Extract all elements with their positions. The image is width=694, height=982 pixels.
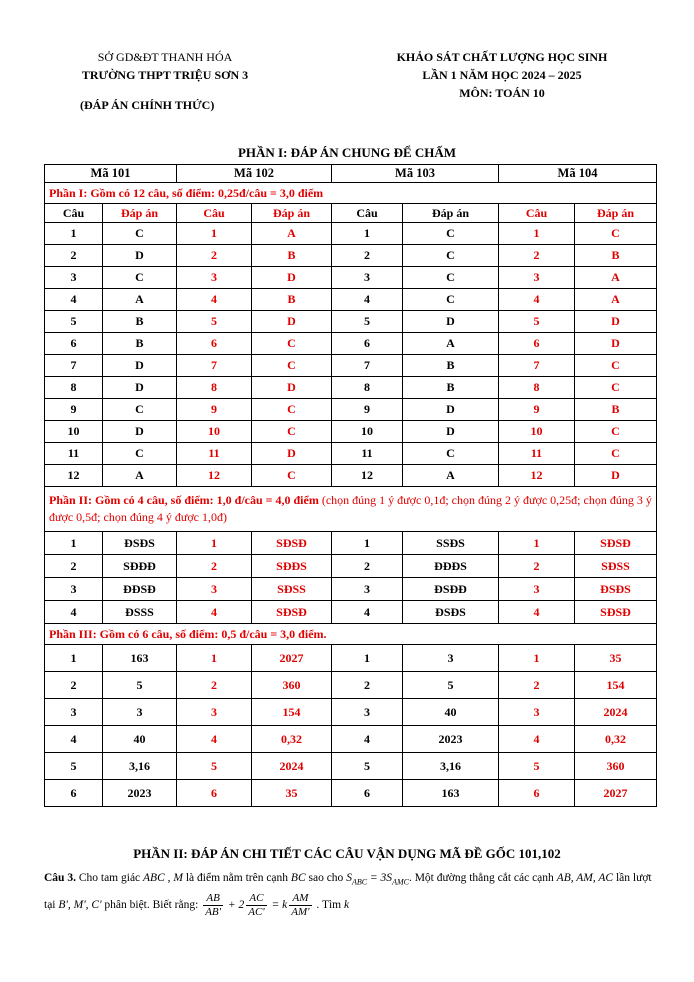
school-name: TRƯỜNG THPT TRIỆU SƠN 3 — [81, 68, 249, 82]
question-number: 1 — [177, 532, 252, 555]
answer-cell: A — [575, 267, 657, 289]
question-number: 3 — [499, 578, 575, 601]
q-math: = k — [268, 899, 288, 912]
question-number: 4 — [332, 289, 403, 311]
part1-row — [45, 311, 657, 333]
question-number: 6 — [332, 333, 403, 355]
q-math: AC — [246, 892, 266, 906]
answer-cell: D — [575, 465, 657, 487]
answer-cell: 154 — [575, 672, 657, 699]
question-number: 3 — [499, 699, 575, 726]
answer-cell: 3,16 — [103, 753, 177, 780]
col-a: Đáp án — [252, 204, 332, 223]
subject: MÔN: TOÁN 10 — [459, 86, 545, 100]
part1-row — [45, 223, 657, 245]
question-number: 6 — [499, 333, 575, 355]
part2-banner — [45, 487, 657, 532]
part2-row — [45, 532, 657, 555]
answer-cell: B — [403, 377, 499, 399]
answer-cell: SĐSS — [575, 555, 657, 578]
question-number: 4 — [499, 601, 575, 624]
answer-cell: D — [403, 311, 499, 333]
answer-cell: 2027 — [252, 645, 332, 672]
q-math: ABC — [143, 872, 165, 884]
part2-row — [45, 578, 657, 601]
question-number: 6 — [45, 333, 103, 355]
answer-cell: 5 — [103, 672, 177, 699]
answer-cell: C — [252, 333, 332, 355]
question-number: 1 — [499, 645, 575, 672]
question-number: 5 — [499, 753, 575, 780]
col-a: Đáp án — [403, 204, 499, 223]
answer-cell: C — [252, 399, 332, 421]
question-number: 1 — [177, 223, 252, 245]
question-number: 9 — [177, 399, 252, 421]
answer-cell: 2023 — [403, 726, 499, 753]
answer-cell: 2023 — [103, 780, 177, 807]
part3-banner-row — [45, 624, 657, 645]
question-number: 2 — [332, 555, 403, 578]
answer-cell: 3,16 — [403, 753, 499, 780]
q-math: + 2 — [224, 899, 245, 912]
answer-cell: D — [103, 355, 177, 377]
question-number: 11 — [332, 443, 403, 465]
header-left — [40, 48, 290, 84]
answer-cell: D — [103, 421, 177, 443]
answer-cell: SĐSĐ — [575, 601, 657, 624]
question-number: 4 — [499, 289, 575, 311]
answer-cell: ĐĐĐS — [403, 555, 499, 578]
question-number: 12 — [177, 465, 252, 487]
answer-cell: 154 — [252, 699, 332, 726]
part1-row — [45, 443, 657, 465]
question-number: 8 — [45, 377, 103, 399]
answer-cell: 40 — [403, 699, 499, 726]
answer-cell: C — [403, 443, 499, 465]
code-102: Mã 102 — [177, 165, 332, 183]
col-a: Đáp án — [575, 204, 657, 223]
question-number: 1 — [332, 645, 403, 672]
header-right — [352, 48, 652, 102]
question-number: 3 — [332, 699, 403, 726]
answer-cell: C — [252, 421, 332, 443]
answer-cell: D — [103, 245, 177, 267]
answer-cell: D — [403, 399, 499, 421]
part1-column-header — [45, 204, 657, 223]
question-number: 6 — [45, 780, 103, 807]
question-number: 9 — [332, 399, 403, 421]
question-number: 10 — [332, 421, 403, 443]
answer-cell: C — [252, 465, 332, 487]
answer-cell: C — [575, 223, 657, 245]
question-number: 2 — [45, 672, 103, 699]
part3-banner: Phần III: Gồm có 6 câu, số điểm: 0,5 đ/câu = 3,0 điểm. — [45, 624, 657, 645]
col-q: Câu — [332, 204, 403, 223]
answer-cell: ĐSSS — [103, 601, 177, 624]
answer-cell: 35 — [575, 645, 657, 672]
question-number: 4 — [45, 289, 103, 311]
part3-row — [45, 780, 657, 807]
answer-cell: ĐSĐĐ — [403, 578, 499, 601]
answer-cell: B — [103, 333, 177, 355]
answer-cell: C — [403, 289, 499, 311]
question-number: 6 — [499, 780, 575, 807]
question-number: 6 — [177, 780, 252, 807]
question-number: 2 — [177, 672, 252, 699]
answer-cell: D — [252, 267, 332, 289]
fraction — [289, 892, 311, 919]
part2-banner-title: Phần II: Gồm có 4 câu, số điểm: 1,0 đ/câu = 4,0 điểm — [49, 493, 319, 507]
q-text: . Một đường thẳng cắt các cạnh — [408, 872, 557, 884]
official-label: (ĐÁP ÁN CHÍNH THỨC) — [80, 98, 215, 112]
question-number: 7 — [177, 355, 252, 377]
answer-cell: SĐSĐ — [575, 532, 657, 555]
answer-cell: B — [403, 355, 499, 377]
answer-cell: B — [252, 289, 332, 311]
question-number: 3 — [332, 578, 403, 601]
answer-cell: D — [575, 333, 657, 355]
question-number: 2 — [177, 245, 252, 267]
code-103: Mã 103 — [332, 165, 499, 183]
answer-cell: A — [403, 465, 499, 487]
answer-cell: 0,32 — [575, 726, 657, 753]
code-101: Mã 101 — [45, 165, 177, 183]
answer-cell: A — [103, 465, 177, 487]
question-number: 9 — [499, 399, 575, 421]
q-text: phân biệt. Biết rằng: — [101, 899, 202, 912]
q-text: là điểm nằm trên cạnh — [182, 872, 291, 884]
question-number: 11 — [177, 443, 252, 465]
question-number: 2 — [177, 555, 252, 578]
question-number: 5 — [332, 311, 403, 333]
answer-cell: 5 — [403, 672, 499, 699]
part1-row — [45, 333, 657, 355]
part1-banner: Phần I: Gồm có 12 câu, số điểm: 0,25đ/câu = 3,0 điểm — [45, 183, 657, 204]
answer-cell: C — [103, 443, 177, 465]
question-number: 6 — [177, 333, 252, 355]
question-number: 1 — [45, 532, 103, 555]
answer-cell: SĐĐS — [252, 555, 332, 578]
question-number: 5 — [499, 311, 575, 333]
code-row — [45, 165, 657, 183]
question-number: 4 — [177, 726, 252, 753]
question-number: 2 — [45, 555, 103, 578]
part2-banner-note: (chọn đúng 1 ý được 0,1đ; chọn đúng 2 ý được 0,25đ; chọn đúng 3 ý được 0,5đ; chọn đúng 4 ý được 1,0đ) — [49, 493, 652, 524]
question-number: 4 — [177, 289, 252, 311]
q-text: . Tìm — [313, 899, 345, 912]
col-q: Câu — [499, 204, 575, 223]
part3-row — [45, 645, 657, 672]
section1-title: PHẦN I: ĐÁP ÁN CHUNG ĐỂ CHẤM — [237, 145, 457, 160]
answer-cell: SĐSĐ — [252, 532, 332, 555]
q-math: ABC — [351, 877, 368, 887]
question-number: 8 — [177, 377, 252, 399]
answer-table — [44, 164, 657, 807]
part1-row — [45, 289, 657, 311]
answer-cell: B — [575, 399, 657, 421]
answer-cell: C — [252, 355, 332, 377]
answer-cell: D — [252, 443, 332, 465]
answer-cell: 2024 — [252, 753, 332, 780]
question-number: 5 — [45, 753, 103, 780]
q-math: AM — [289, 892, 311, 906]
question-number: 4 — [177, 601, 252, 624]
answer-cell: C — [403, 223, 499, 245]
col-q: Câu — [45, 204, 103, 223]
part3-row — [45, 699, 657, 726]
part1-banner-row — [45, 183, 657, 204]
answer-cell: ĐĐSĐ — [103, 578, 177, 601]
question-number: 3 — [177, 267, 252, 289]
answer-cell: A — [252, 223, 332, 245]
question-number: 4 — [332, 601, 403, 624]
q-math: AB — [203, 892, 223, 906]
q-text: lần lượt tại — [44, 872, 652, 912]
question-3 — [44, 868, 664, 919]
answer-cell: C — [403, 267, 499, 289]
answer-cell: 3 — [103, 699, 177, 726]
question-number: 12 — [332, 465, 403, 487]
question-number: 1 — [332, 223, 403, 245]
q-math: S — [346, 872, 352, 884]
question-number: 6 — [332, 780, 403, 807]
answer-cell: C — [575, 355, 657, 377]
question-number: 8 — [332, 377, 403, 399]
answer-cell: A — [403, 333, 499, 355]
answer-cell: 360 — [252, 672, 332, 699]
q-text: Cho tam giác — [75, 872, 144, 884]
question-number: 11 — [499, 443, 575, 465]
q-math: AB, AM, AC — [556, 872, 614, 884]
question-label: Câu 3. — [44, 872, 76, 884]
answer-cell: D — [103, 377, 177, 399]
answer-cell: D — [403, 421, 499, 443]
q-math: = 3S — [367, 872, 393, 884]
question-number: 7 — [332, 355, 403, 377]
question-number: 3 — [177, 578, 252, 601]
part1-row — [45, 421, 657, 443]
question-number: 1 — [499, 532, 575, 555]
part1-row — [45, 377, 657, 399]
answer-cell: 35 — [252, 780, 332, 807]
answer-cell: 3 — [403, 645, 499, 672]
question-number: 12 — [45, 465, 103, 487]
answer-cell: B — [103, 311, 177, 333]
answer-cell: B — [252, 245, 332, 267]
question-number: 5 — [45, 311, 103, 333]
q-math: AB' — [205, 906, 221, 919]
question-number: 9 — [45, 399, 103, 421]
part1-row — [45, 399, 657, 421]
answer-cell: 163 — [403, 780, 499, 807]
part3-row — [45, 726, 657, 753]
question-number: 4 — [45, 601, 103, 624]
exam-round: LẦN 1 NĂM HỌC 2024 – 2025 — [422, 68, 582, 82]
col-q: Câu — [177, 204, 252, 223]
question-number: 3 — [332, 267, 403, 289]
answer-cell: SSĐS — [403, 532, 499, 555]
part3-row — [45, 672, 657, 699]
q-math: AM' — [291, 906, 310, 919]
part2-banner-row — [45, 487, 657, 532]
code-104: Mã 104 — [499, 165, 657, 183]
question-number: 5 — [177, 753, 252, 780]
answer-cell: C — [103, 223, 177, 245]
question-number: 2 — [499, 672, 575, 699]
answer-cell: C — [575, 377, 657, 399]
part1-row — [45, 355, 657, 377]
q-math: AMC — [392, 877, 409, 887]
part2-row — [45, 555, 657, 578]
q-math: M — [173, 872, 183, 884]
answer-cell: D — [575, 311, 657, 333]
part3-row — [45, 753, 657, 780]
question-number: 5 — [177, 311, 252, 333]
answer-cell: 2027 — [575, 780, 657, 807]
question-number: 2 — [332, 245, 403, 267]
answer-cell: ĐSĐS — [103, 532, 177, 555]
answer-cell: 40 — [103, 726, 177, 753]
question-number: 1 — [45, 223, 103, 245]
part1-row — [45, 245, 657, 267]
question-number: 1 — [332, 532, 403, 555]
question-number: 3 — [499, 267, 575, 289]
question-number: 2 — [45, 245, 103, 267]
answer-cell: ĐSĐS — [403, 601, 499, 624]
section2-title: PHẦN II: ĐÁP ÁN CHI TIẾT CÁC CÂU VẬN DỤNG MÃ ĐỀ GỐC 101,102 — [133, 846, 561, 861]
answer-cell: ĐSĐS — [575, 578, 657, 601]
answer-cell: C — [403, 245, 499, 267]
question-number: 8 — [499, 377, 575, 399]
question-number: 1 — [499, 223, 575, 245]
question-number: 7 — [499, 355, 575, 377]
answer-cell: C — [575, 421, 657, 443]
answer-cell: D — [252, 311, 332, 333]
question-number: 7 — [45, 355, 103, 377]
answer-cell: 360 — [575, 753, 657, 780]
answer-cell: C — [103, 267, 177, 289]
question-number: 3 — [177, 699, 252, 726]
area-condition — [346, 872, 409, 887]
part1-row — [45, 267, 657, 289]
question-number: 10 — [177, 421, 252, 443]
answer-cell: C — [575, 443, 657, 465]
exam-title: KHẢO SÁT CHẤT LƯỢNG HỌC SINH — [396, 50, 608, 64]
answer-cell: 0,32 — [252, 726, 332, 753]
question-number: 2 — [332, 672, 403, 699]
answer-cell: SĐĐĐ — [103, 555, 177, 578]
question-number: 4 — [45, 726, 103, 753]
question-number: 2 — [499, 555, 575, 578]
question-number: 3 — [45, 267, 103, 289]
answer-cell: A — [575, 289, 657, 311]
question-number: 4 — [499, 726, 575, 753]
question-number: 11 — [45, 443, 103, 465]
question-number: 4 — [332, 726, 403, 753]
question-number: 10 — [45, 421, 103, 443]
fraction — [246, 892, 266, 919]
answer-cell: B — [575, 245, 657, 267]
q-math: k — [344, 899, 350, 912]
answer-cell: SĐSĐ — [252, 601, 332, 624]
question-number: 3 — [45, 578, 103, 601]
question-number: 1 — [177, 645, 252, 672]
q-math: AC' — [248, 906, 265, 919]
question-number: 2 — [499, 245, 575, 267]
part2-row — [45, 601, 657, 624]
q-text: , — [164, 872, 174, 884]
answer-cell: C — [103, 399, 177, 421]
answer-cell: 2024 — [575, 699, 657, 726]
question-number: 12 — [499, 465, 575, 487]
q-text: sao cho — [305, 872, 347, 884]
answer-cell: 163 — [103, 645, 177, 672]
dept-name: SỞ GD&ĐT THANH HÓA — [97, 50, 233, 64]
answer-cell: SĐSS — [252, 578, 332, 601]
answer-cell: D — [252, 377, 332, 399]
answer-cell: A — [103, 289, 177, 311]
col-a: Đáp án — [103, 204, 177, 223]
question-number: 10 — [499, 421, 575, 443]
question-number: 5 — [332, 753, 403, 780]
question-number: 1 — [45, 645, 103, 672]
question-number: 3 — [45, 699, 103, 726]
q-math: B', M', C' — [58, 899, 102, 912]
part1-row — [45, 465, 657, 487]
fraction — [203, 892, 223, 919]
q-math: BC — [290, 872, 306, 884]
